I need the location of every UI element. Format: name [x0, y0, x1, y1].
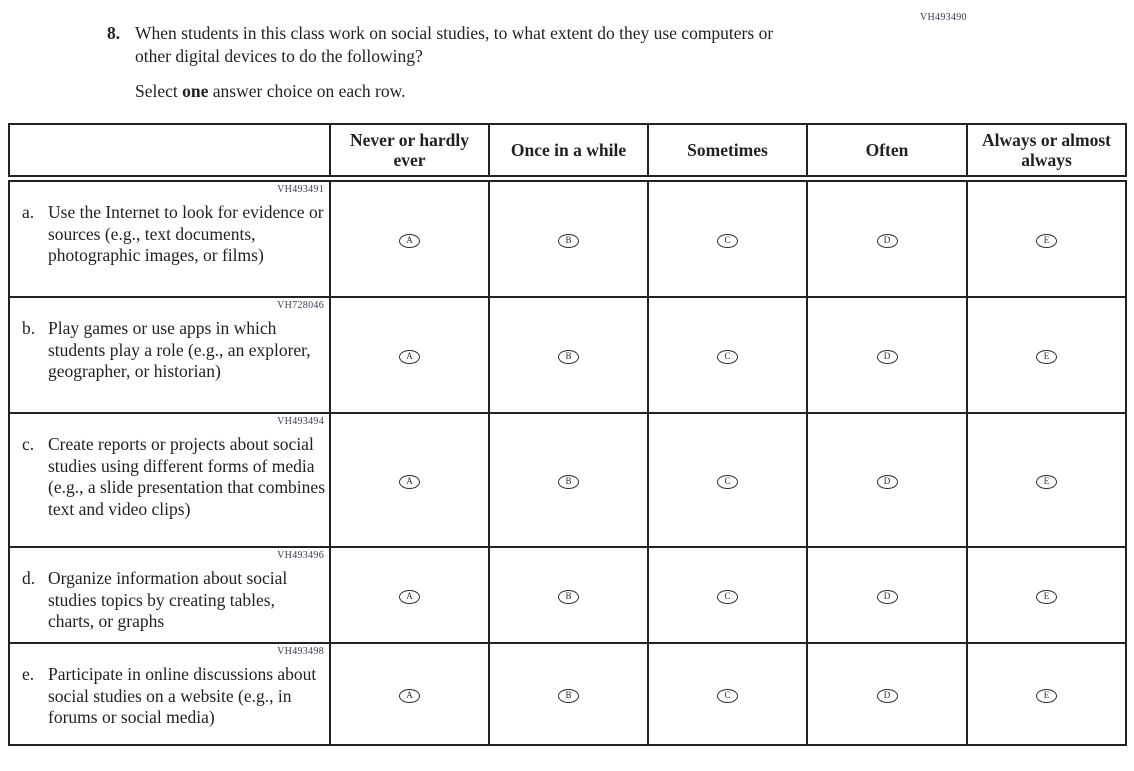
- answer-bubble-b[interactable]: B: [558, 350, 579, 364]
- answer-cell: [489, 413, 648, 547]
- row-text: Create reports or projects about social studies using different forms of media (e.g., a slide presentation that combines text and video clips): [48, 434, 326, 519]
- row-code: VH493491: [277, 184, 324, 195]
- row-code: VH728046: [277, 300, 324, 311]
- answer-cell: [489, 547, 648, 643]
- row-text: Use the Internet to look for evidence or sources (e.g., text documents, photographic images, or films): [48, 202, 324, 265]
- header-row: [9, 124, 1126, 179]
- answer-bubble-a[interactable]: A: [399, 590, 420, 604]
- row-item: [10, 564, 329, 637]
- answer-cell: [967, 179, 1126, 298]
- row-letter: d.: [22, 568, 36, 588]
- instruction-bold: one: [182, 81, 209, 101]
- answer-cell: [330, 179, 489, 298]
- row-code: VH493494: [277, 416, 324, 427]
- answer-cell: [967, 643, 1126, 745]
- question-block: [107, 22, 811, 68]
- answer-bubble-c[interactable]: C: [717, 350, 738, 364]
- table-row-d: [9, 547, 1126, 643]
- answer-cell: [648, 547, 807, 643]
- table-row-b: [9, 297, 1126, 413]
- answer-cell: [330, 297, 489, 413]
- instruction-suffix: answer choice on each row.: [208, 81, 406, 101]
- answer-bubble-d[interactable]: D: [877, 689, 898, 703]
- row-label: [9, 297, 330, 413]
- table-row-e: [9, 643, 1126, 745]
- answer-bubble-e[interactable]: E: [1036, 234, 1057, 248]
- answer-cell: [807, 413, 967, 547]
- row-item: [10, 430, 329, 524]
- row-text: Organize information about social studies topics by creating tables, charts, or graphs: [48, 568, 288, 631]
- answer-bubble-b[interactable]: B: [558, 234, 579, 248]
- answer-cell: [648, 413, 807, 547]
- column-header-once-in-a-while: Once in a while: [489, 124, 648, 179]
- answer-bubble-e[interactable]: E: [1036, 590, 1057, 604]
- answer-bubble-d[interactable]: D: [877, 350, 898, 364]
- row-letter: a.: [22, 202, 35, 222]
- answer-cell: [967, 547, 1126, 643]
- instruction-prefix: Select: [135, 81, 183, 101]
- form-code: VH493490: [920, 12, 967, 23]
- answer-bubble-b[interactable]: B: [558, 689, 579, 703]
- answer-cell: [648, 643, 807, 745]
- answer-bubble-a[interactable]: A: [399, 234, 420, 248]
- answer-cell: [967, 413, 1126, 547]
- answer-cell: [807, 297, 967, 413]
- answer-cell: [807, 179, 967, 298]
- answer-bubble-b[interactable]: B: [558, 590, 579, 604]
- row-letter: b.: [22, 318, 36, 338]
- table-row-c: [9, 413, 1126, 547]
- question-text: When students in this class work on social studies, to what extent do they use computers or other digital devices to do the following?: [135, 23, 774, 66]
- row-label: [9, 643, 330, 745]
- column-header-never: Never or hardly ever: [330, 124, 489, 179]
- row-label: [9, 547, 330, 643]
- answer-bubble-a[interactable]: A: [399, 475, 420, 489]
- answer-cell: [648, 179, 807, 298]
- row-item: [10, 314, 329, 387]
- row-text: Participate in online discussions about social studies on a website (e.g., in forums or social media): [48, 664, 317, 727]
- answer-bubble-d[interactable]: D: [877, 590, 898, 604]
- row-code: VH493496: [277, 550, 324, 561]
- answer-cell: [648, 297, 807, 413]
- column-header-sometimes: Sometimes: [648, 124, 807, 179]
- row-text: Play games or use apps in which students play a role (e.g., an explorer, geographer, or historian): [48, 318, 311, 381]
- row-label: [9, 179, 330, 298]
- answer-cell: [489, 297, 648, 413]
- answer-cell: [330, 643, 489, 745]
- column-header-often: Often: [807, 124, 967, 179]
- answer-cell: [330, 413, 489, 547]
- answer-bubble-e[interactable]: E: [1036, 350, 1057, 364]
- answer-bubble-c[interactable]: C: [717, 234, 738, 248]
- row-label: [9, 413, 330, 547]
- answer-bubble-c[interactable]: C: [717, 689, 738, 703]
- answer-cell: [807, 547, 967, 643]
- row-code: VH493498: [277, 646, 324, 657]
- table-row-a: [9, 179, 1126, 298]
- instruction-text: [135, 80, 406, 102]
- answer-cell: [807, 643, 967, 745]
- answer-cell: [330, 547, 489, 643]
- answer-bubble-d[interactable]: D: [877, 234, 898, 248]
- answer-cell: [967, 297, 1126, 413]
- answer-bubble-b[interactable]: B: [558, 475, 579, 489]
- answer-bubble-c[interactable]: C: [717, 590, 738, 604]
- row-item: [10, 660, 329, 733]
- corner-cell: [9, 124, 330, 179]
- row-item: [10, 198, 329, 271]
- column-header-always: Always or almost always: [967, 124, 1126, 179]
- response-matrix: [8, 123, 1127, 746]
- answer-cell: [489, 643, 648, 745]
- answer-bubble-a[interactable]: A: [399, 689, 420, 703]
- answer-bubble-d[interactable]: D: [877, 475, 898, 489]
- question-number: 8.: [107, 23, 121, 43]
- answer-cell: [489, 179, 648, 298]
- answer-bubble-c[interactable]: C: [717, 475, 738, 489]
- row-letter: c.: [22, 434, 35, 454]
- answer-bubble-e[interactable]: E: [1036, 689, 1057, 703]
- answer-bubble-e[interactable]: E: [1036, 475, 1057, 489]
- row-letter: e.: [22, 664, 35, 684]
- answer-bubble-a[interactable]: A: [399, 350, 420, 364]
